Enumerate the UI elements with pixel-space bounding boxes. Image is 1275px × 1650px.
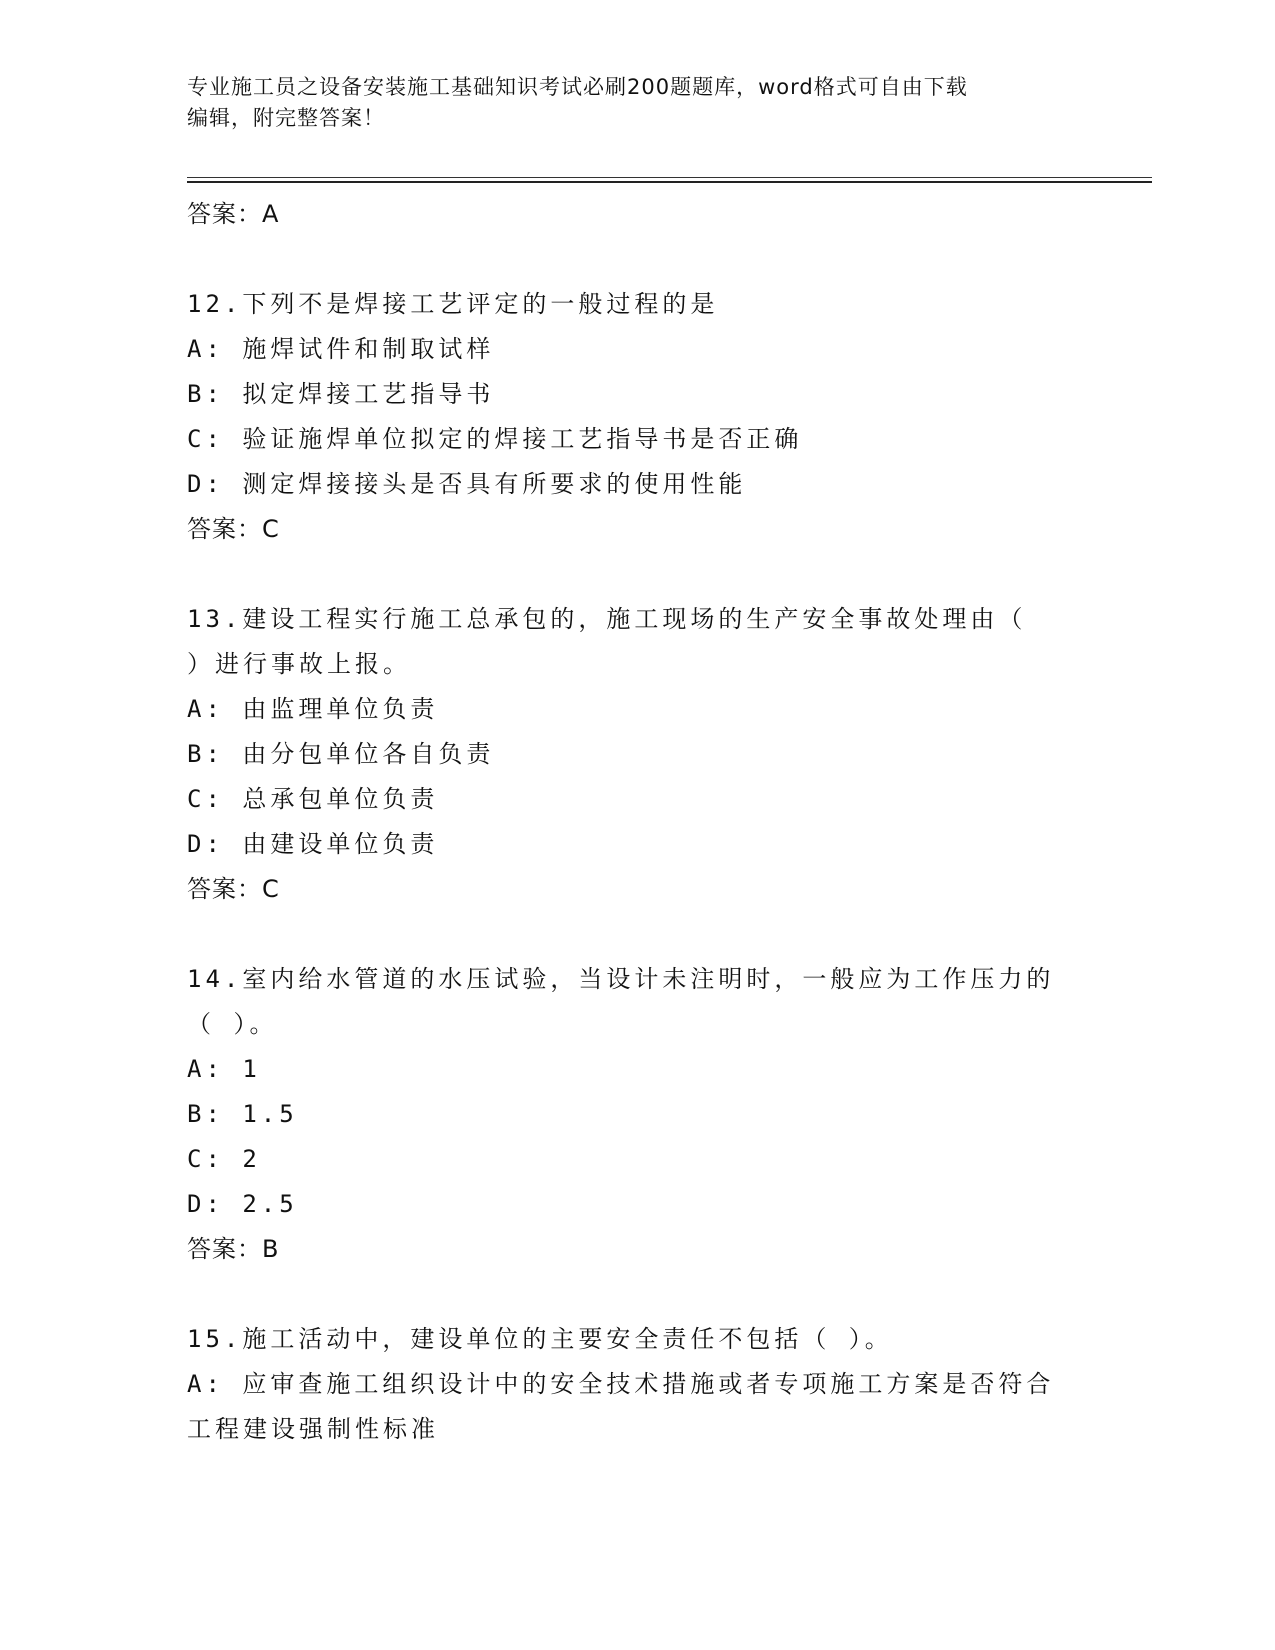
header-divider-thick (187, 181, 1152, 183)
question-14 (187, 957, 1087, 1272)
question-15-text-line-1: 15.施工活动中，建设单位的主要安全责任不包括（ ）。 (187, 1325, 893, 1353)
question-15-option-a-continued: 工程建设强制性标准 (187, 1415, 439, 1443)
header-line-1: 专业施工员之设备安装施工基础知识考试必刷200题题库，word格式可自由下载 (187, 75, 968, 99)
spacer (187, 912, 1087, 957)
question-12-option-d: D: 测定焊接接头是否具有所要求的使用性能 (187, 470, 747, 498)
spacer (187, 552, 1087, 597)
question-14-option-d: D: 2.5 (187, 1190, 298, 1218)
question-12-option-b: B: 拟定焊接工艺指导书 (187, 380, 495, 408)
question-14-text-line-1: 14.室内给水管道的水压试验，当设计未注明时，一般应为工作压力的 (187, 965, 1055, 993)
question-list (187, 192, 1087, 1452)
question-13-option-c: C: 总承包单位负责 (187, 785, 439, 813)
question-13-option-a: A: 由监理单位负责 (187, 695, 439, 723)
question-15 (187, 1317, 1087, 1452)
answer-11: 答案：A (187, 200, 280, 228)
header-divider-thin (187, 177, 1152, 178)
question-13 (187, 597, 1087, 912)
question-13-option-b: B: 由分包单位各自负责 (187, 740, 495, 768)
question-14-option-a: A: 1 (187, 1055, 261, 1083)
question-14-text-line-2: （ ）。 (187, 1010, 278, 1038)
question-14-answer: 答案：B (187, 1235, 280, 1263)
question-12 (187, 282, 1087, 552)
question-12-text-line-1: 12.下列不是焊接工艺评定的一般过程的是 (187, 290, 719, 318)
document-header (187, 72, 1067, 134)
question-12-option-c: C: 验证施焊单位拟定的焊接工艺指导书是否正确 (187, 425, 803, 453)
question-13-option-d: D: 由建设单位负责 (187, 830, 439, 858)
spacer (187, 1272, 1087, 1317)
header-line-2: 编辑，附完整答案！ (187, 106, 385, 130)
question-14-option-b: B: 1.5 (187, 1100, 298, 1128)
question-14-option-c: C: 2 (187, 1145, 261, 1173)
question-12-answer: 答案：C (187, 515, 280, 543)
spacer (187, 237, 1087, 282)
question-15-option-a: A: 应审查施工组织设计中的安全技术措施或者专项施工方案是否符合 (187, 1370, 1055, 1398)
question-13-text-line-1: 13.建设工程实行施工总承包的，施工现场的生产安全事故处理由（ (187, 605, 1027, 633)
question-12-option-a: A: 施焊试件和制取试样 (187, 335, 495, 363)
question-13-text-line-2: ）进行事故上报。 (187, 650, 411, 678)
question-13-answer: 答案：C (187, 875, 280, 903)
